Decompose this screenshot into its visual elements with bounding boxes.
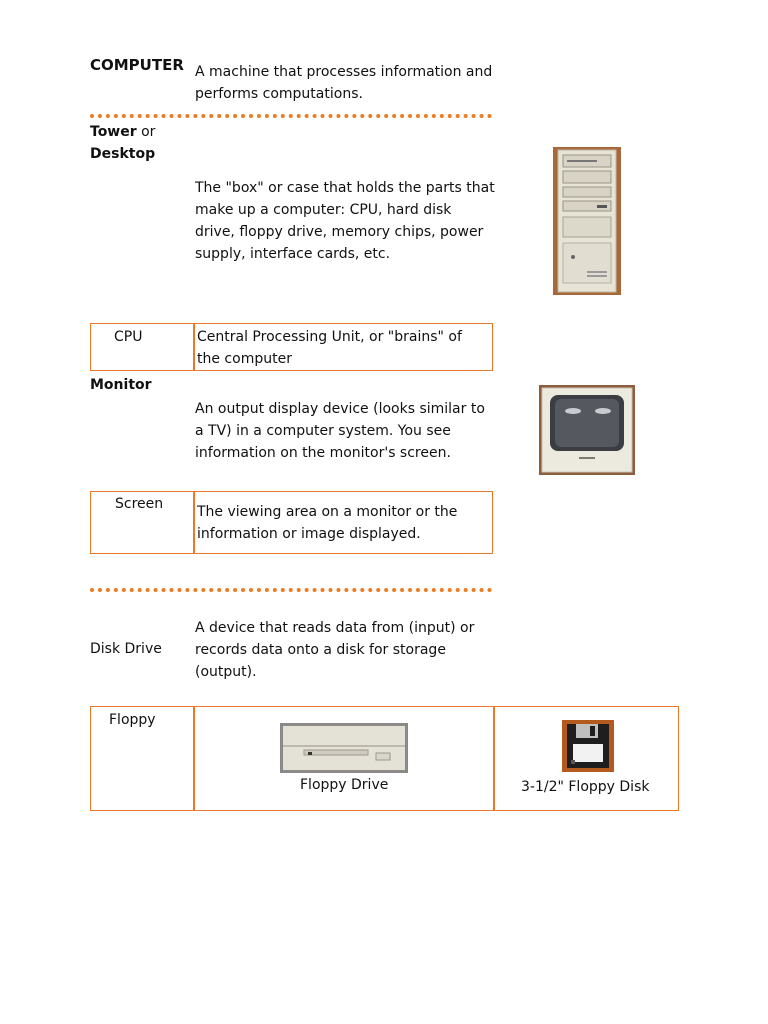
term-floppy: Floppy xyxy=(109,712,156,728)
definition-screen: The viewing area on a monitor or the information or image displayed. xyxy=(197,504,458,542)
term-tower-bold: Tower xyxy=(90,124,137,140)
term-cpu: CPU xyxy=(114,329,143,345)
term-disk-drive: Disk Drive xyxy=(90,641,162,657)
term-monitor: Monitor xyxy=(90,377,152,393)
screen-term-cell xyxy=(90,491,194,554)
term-screen: Screen xyxy=(115,496,164,512)
definition-monitor: An output display device (looks similar to a TV) in a computer system. You see information on the monitor's screen. xyxy=(195,401,485,461)
definition-tower: The "box" or case that holds the parts that make up a computer: CPU, hard disk drive, floppy drive, memory chips, power supply, interface cards, etc. xyxy=(195,180,495,262)
definition-computer: A machine that processes information and performs computations. xyxy=(195,64,493,102)
floppy-disk-cell xyxy=(494,706,679,811)
separator-2 xyxy=(90,588,492,592)
floppy-drive-cell xyxy=(194,706,494,811)
floppy-disk-image xyxy=(562,720,614,772)
separator-1 xyxy=(90,114,492,118)
term-computer: COMPUTER xyxy=(90,56,184,74)
cpu-definition-cell xyxy=(194,323,493,371)
definition-cpu: Central Processing Unit, or "brains" of the computer xyxy=(197,329,462,367)
floppy-term-cell xyxy=(90,706,194,811)
screen-definition-cell xyxy=(194,491,493,554)
tower-pc-image xyxy=(553,147,621,295)
cpu-term-cell xyxy=(90,323,194,371)
definition-disk-drive: A device that reads data from (input) or records data onto a disk for storage (output). xyxy=(195,620,475,680)
monitor-image xyxy=(539,385,635,475)
term-desktop: Desktop xyxy=(90,146,156,162)
term-tower-or: or xyxy=(136,124,156,140)
floppy-drive-image xyxy=(280,723,408,773)
term-tower xyxy=(90,121,155,143)
floppy-drive-caption: Floppy Drive xyxy=(300,777,389,793)
floppy-disk-caption: 3-1/2" Floppy Disk xyxy=(521,779,650,795)
